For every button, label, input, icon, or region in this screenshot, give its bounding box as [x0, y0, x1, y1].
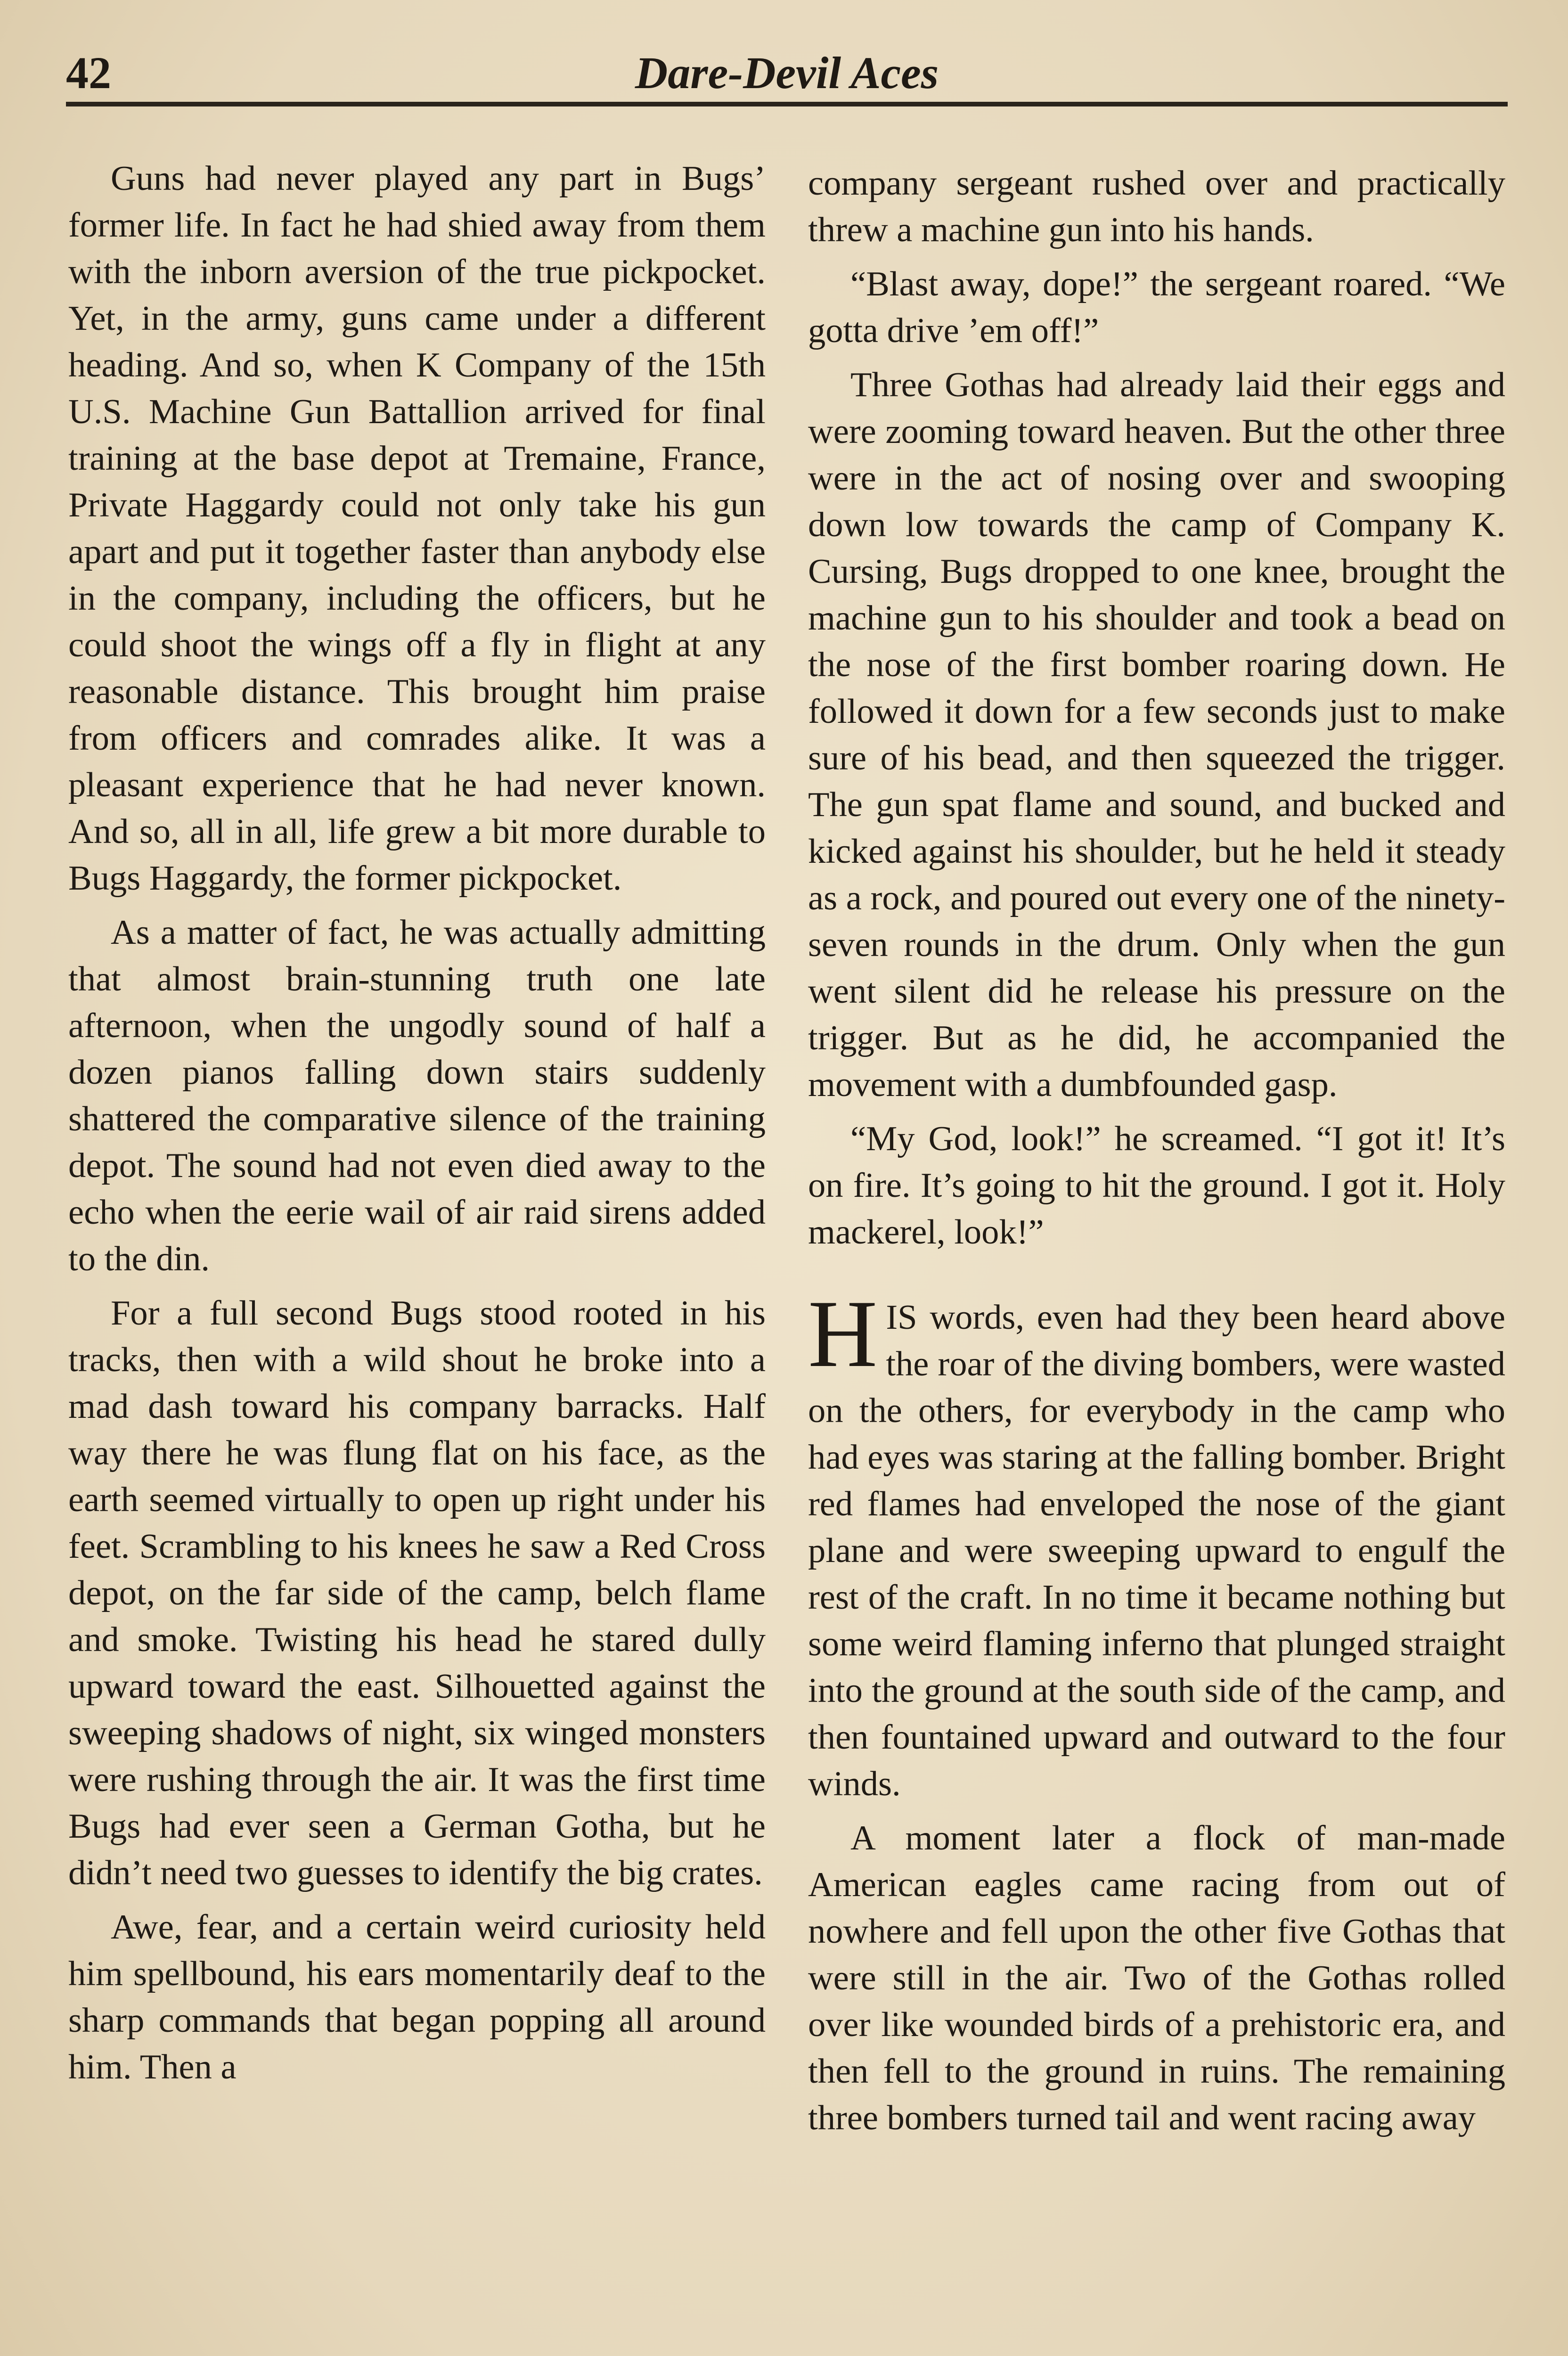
dropcap-paragraph [808, 1281, 1505, 1808]
paragraph: “My God, look!” he screamed. “I got it! It’s on fire. It’s going to hit the ground. I got it. Holy mackerel, look!” [808, 1120, 1505, 1252]
paragraph: For a full second Bugs stood rooted in his tracks, then with a wild shout he broke into a mad dash toward his company barracks. Half way there he was flung flat on his face, as the earth seemed virtually to open up right under his feet. Scrambling to his knees he saw a Red Cross depot, on the far side of the camp, belch flame and smoke. Twisting his head he stared dully upward toward the east. Silhouetted against the sweeping shadows of night, six winged monsters were rushing through the air. It was the first time Bugs had ever seen a German Gotha, but he didn’t need two guesses to identify the big crates. [68, 1294, 766, 1892]
paragraph: As a matter of fact, he was actually admitting that almost brain-stunning truth one late afternoon, when the ungodly sound of half a dozen pianos falling down stairs suddenly shattered the comparative silence of the training depot. The sound had not even died away to the echo when the eerie wail of air raid sirens added to the din. [68, 913, 766, 1278]
dropcap-paragraph-text: IS words, even had they been heard above the roar of the diving bombers, were wasted on the others, for everybody in the camp who had eyes was staring at the falling bomber. Bright red flames had enveloped the nose of the giant plane and were sweeping upward to engulf the rest of the craft. In no time it became nothing but some weird flaming inferno that plunged straight into the ground at the south side of the camp, and then fountained upward and outward to the four winds. [808, 1298, 1505, 1803]
paragraph: Guns had never played any part in Bugs’ former life. In fact he had shied away from them with the inborn aversion of the true pickpocket. Yet, in the army, guns came under a different heading. And so, when K Company of the 15th U.S. Machine Gun Battallion arrived for final training at the base depot at Tremaine, France, Private Haggardy could not only take his gun apart and put it together faster than anybody else in the company, including the officers, but he could shoot the wings off a fly in flight at any reasonable distance. This brought him praise from officers and comrades alike. It was a pleasant experience that he had never known. And so, all in all, life grew a bit more durable to Bugs Haggardy, the former pickpocket. [68, 159, 766, 898]
paragraph: “Blast away, dope!” the sergeant roared. “We gotta drive ’em off!” [808, 265, 1505, 350]
header-rule [66, 102, 1508, 106]
page-header [66, 47, 1508, 104]
drop-cap: H [808, 1281, 878, 1387]
magazine-title: Dare-Devil Aces [635, 48, 939, 98]
paragraph: A moment later a flock of man-made American eagles came racing from out of nowhere and fell upon the other five Gothas that were still in the air. Two of the Gothas rolled over like wounded birds of a prehistoric era, and then fell to the ground in ruins. The remaining three bombers turned tail and went racing away [808, 1819, 1505, 2137]
left-column [68, 155, 766, 2098]
paragraph: Awe, fear, and a certain weird curiosity held him spellbound, his ears momentarily deaf to the sharp commands that began popping all around him. Then a [68, 1908, 766, 2086]
page-number: 42 [66, 48, 111, 98]
right-column [808, 160, 1505, 2149]
paragraph: Three Gothas had already laid their eggs and were zooming toward heaven. But the other three were in the act of nosing over and swooping down low towards the camp of Company K. Cursing, Bugs dropped to one knee, brought the machine gun to his shoulder and took a bead on the nose of the first bomber roaring down. He followed it down for a few seconds just to make sure of his bead, and then squeezed the trigger. The gun spat flame and sound, and bucked and kicked against his shoulder, but he held it steady as a rock, and poured out every one of the ninety-seven rounds in the drum. Only when the gun went silent did he release his pressure on the trigger. But as he did, he accompanied the movement with a dumbfounded gasp. [808, 366, 1505, 1104]
paragraph: company sergeant rushed over and practically threw a machine gun into his hands. [808, 164, 1505, 249]
